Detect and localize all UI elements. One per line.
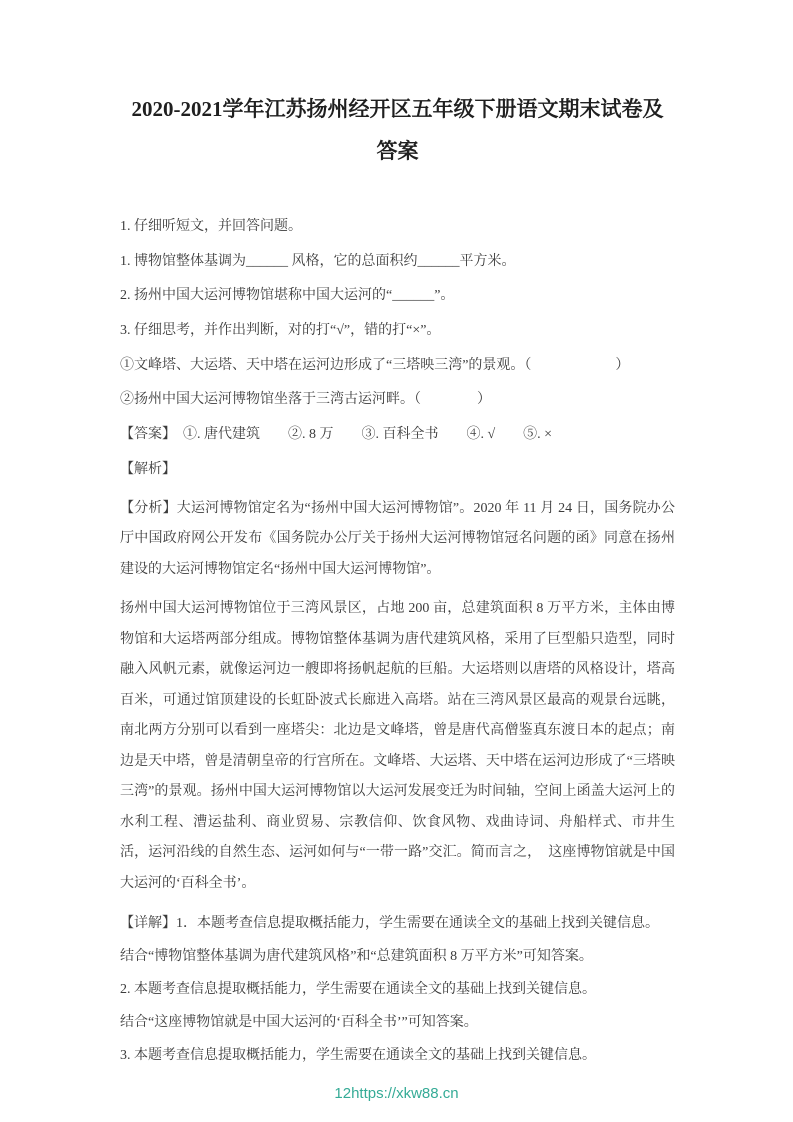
footer-url-link[interactable]: https://xkw88.cn bbox=[351, 1085, 459, 1102]
analysis-paragraph-2: 扬州中国大运河博物馆位于三湾风景区，占地 200 亩，总建筑面积 8 万平方米，主体由博物馆和大运塔两部分组成。博物馆整体基调为唐代建筑风格，采用了巨型船只造型，同时融入风帆元素，就像运河边一艘即将扬帆起航的巨船。大运塔则以唐塔的风格设计，塔高百米，可通过馆顶建设的长虹卧波式长廊进入高塔。站在三湾风景区最高的观景台远眺，南北两方分别可以看到一座塔尖：北边是文峰塔，曾是唐代高僧鉴真东渡日本的起点；南边是天中塔，曾是清朝皇帝的行宫所在。文峰塔、大运塔、天中塔在运河边形成了“三塔映三湾”的景观。扬州中国大运河博物馆以大运河发展变迁为时间轴，空间上函盖大运河上的水利工程、漕运盐利、商业贸易、宗教信仰、饮食风物、戏曲诗词、舟船样式、市井生活，运河沿线的自然生态、运河如何与“一带一路”交汇。简而言之， 这座博物馆就是中国大运河的‘百科全书’。 bbox=[120, 601, 675, 891]
question-section bbox=[120, 216, 675, 481]
explanation-label: 【解析】 bbox=[120, 461, 176, 477]
judge-item-2: ②扬州中国大运河博物馆坐落于三湾古运河畔。（ ） bbox=[120, 392, 491, 408]
question-intro-line: 1. 仔细听短文，并回答问题。 bbox=[120, 219, 302, 234]
question-line-2: 2. 扬州中国大运河博物馆堪称中国大运河的“______”。 bbox=[120, 288, 455, 304]
question-line-1: 1. 博物馆整体基调为______ 风格，它的总面积约______平方米。 bbox=[120, 253, 516, 269]
answer-line: 【答案】 ①. 唐代建筑 ②. 8 万 ③. 百科全书 ④. √ ⑤. × bbox=[120, 427, 553, 443]
detail-line-3: 2. 本题考查信息提取概括能力，学生需要在通读全文的基础上找到关键信息。 bbox=[120, 981, 596, 997]
page-title-line-1: 2020-2021学年江苏扬州经开区五年级下册语文期末试卷及 bbox=[131, 97, 664, 121]
detail-line-5: 3. 本题考查信息提取概括能力，学生需要在通读全文的基础上找到关键信息。 bbox=[120, 1047, 596, 1063]
analysis-section bbox=[120, 494, 675, 900]
detail-section bbox=[120, 908, 675, 1072]
judge-item-1: ①文峰塔、大运塔、天中塔在运河边形成了“三塔映三湾”的景观。（ ） bbox=[120, 357, 630, 373]
page-title bbox=[120, 88, 675, 172]
analysis-paragraph-1: 【分析】大运河博物馆定名为“扬州中国大运河博物馆”。2020 年 11 月 24 日，国务院办公厅中国政府网公开发布《国务院办公厅关于扬州大运河博物馆冠名问题的函》同意在扬州建设的大运河博物馆定名“扬州中国大运河博物馆”。 bbox=[120, 500, 675, 577]
page-footer bbox=[0, 1085, 793, 1102]
question-line-3: 3. 仔细思考，并作出判断，对的打“√”，错的打“×”。 bbox=[120, 323, 441, 339]
detail-line-4: 结合“这座博物馆就是中国大运河的‘百科全书’”可知答案。 bbox=[120, 1014, 478, 1030]
detail-line-2: 结合“博物馆整体基调为唐代建筑风格”和“总建筑面积 8 万平方米”可知答案。 bbox=[120, 949, 593, 965]
detail-line-1: 【详解】1．本题考查信息提取概括能力，学生需要在通读全文的基础上找到关键信息。 bbox=[120, 916, 659, 932]
page-number: 12 bbox=[334, 1085, 352, 1102]
page-title-line-2: 答案 bbox=[376, 139, 419, 163]
